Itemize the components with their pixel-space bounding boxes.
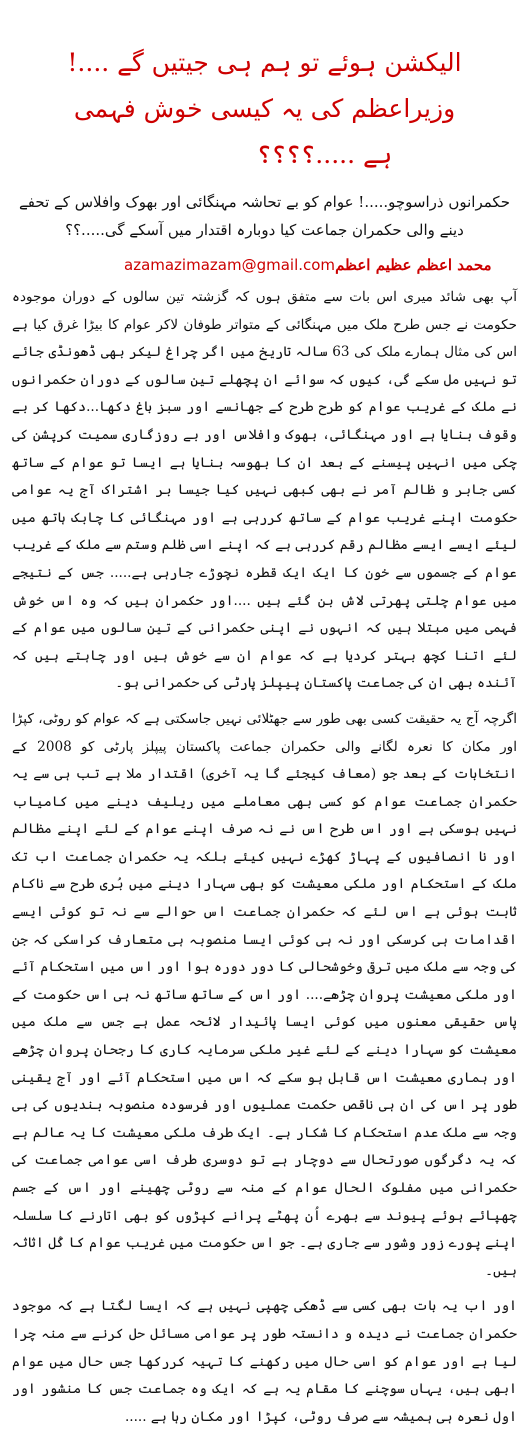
author-byline bbox=[12, 254, 517, 276]
article-paragraph: اگرچہ آج یہ حقیقت کسی بھی طور سے جھٹلائی نہیں جاسکتی ہے کہ عوام کو روٹی، کپڑا اور مکان کا نعرہ لگانے والی حکمران جماعت پاکستان پیپلز پارٹی کو 2008 کے انتخابات کے بعد جو (معاف کیجئے گا یہ آخری) اقتدار ملا ہے تب ہی سے یہ حکمران جماعت عوام کو کسی بھی معاملے میں ریلیف دینے میں کامیاب نہیں ہوسکی ہے اور اس طرح اس نے نہ صرف اپنے عوام کے لئے اپنے مظالم اور نا انصافیوں کے پہاڑ کھڑے نہیں کیئے بلکہ یہ حکمران جماعت اب تک ملک کے استحکام اور ملکی معیشت کو بھی سہارا دینے میں بُری طرح سے ناکام ثابت ہوئی ہے اس لئے کہ حکمران جماعت اس حوالے سے نہ تو کوئی ایسے اقدامات ہی کرسکی اور نہ ہی کوئی ایسا منصوبہ ہی متعارف کراسکی کہ جن کی وجہ سے ملک میں ترقی وخوشحالی کا دور دورہ ہوا اور اس میں استحکام آئے اور ملکی معیشت پروان چڑھے.... اور اس کے ساتھ ساتھ نہ ہی اس حکومت کے پاس حقیقی معنوں میں کوئی ایسا پائیدار لائحہ عمل ہے جس سے ملک میں معیشت کو سہارا دینے کے لئے غیر ملکی سرمایہ کاری کا رجحان پروان چڑھے اور ہماری معیشت اس قابل ہو سکے کہ اس میں استحکام آئے اور آج یقینی طور پر اس کی ان ہی ناقص حکمت عملیوں اور فرسودہ منصوبہ بندیوں کی ہی وجہ سے ملک عدم استحکام کا شکار ہے۔ ایک طرف ملکی معیشت کا یہ عالم ہے کہ یہ دگرگوں صورتحال سے دوچار ہے تو دوسری طرف اسی عوامی جماعت کی حکمرانی میں مفلوک الحال عوام کے منہ سے روٹی چھینے اور اس کے جسم چھپائے ہوئے پیوند سے بھرے اُن پھٹے پرانے کپڑوں کو بھی اتارنے کا سلسلہ اپنے پورے زور وشور سے جاری ہے۔ جو اس حکومت میں غریب عوام کا کُل اثاثہ ہیں۔ bbox=[12, 710, 517, 1279]
headline-line-2: ہے .....؟؟؟؟ bbox=[256, 140, 393, 169]
article-paragraph: آپ بھی شائد میری اس بات سے متفق ہوں کہ گزشتہ تین سالوں کے دوران موجودہ حکومت نے جس طرح ملک میں مہنگائی کے متواتر طوفان لاکر عوام کا بیڑا غرق کیا ہے اس کی مثال ہمارے ملک کی 63 سالہ تاریخ میں اگر چراغ لیکر بھی ڈھونڈی جائے تو نہیں مل سکے گی، کیوں کہ سوائے ان پچھلے تین سالوں کے دوران حکمرانوں نے ملک کے غریب عوام کو طرح طرح کے جھانسے اور سبز باغ دکھا...دکھا کر بے وقوف بنایا ہے اور مہنگائی، بھوک وافلاس اور بے روزگاری سمیت کرپشن کی چکی میں انہیں پیسنے کے بعد ان کا بھوسہ بنایا ہے ایسا تو عوام کے ساتھ کسی جابر و ظالم آمر نے بھی کبھی نہیں کیا جیسا بر اشتراک آج یہ عوامی حکومت اپنے غریب عوام کے ساتھ کررہی ہے اور مہنگائی کا چابک ہاتھ میں لیئے ایسے ایسے مظالم رقم کررہی ہے کہ اپنے اسی ظلم وستم سے ملک کے غریب عوام کے جسموں سے خون کا ایک ایک قطرہ نچوڑے جارہی ہے..... جس کے نتیجے میں عوام چلتی پھرتی لاش بن گئے ہیں ....اور حکمران ہیں کہ وہ اس خوش فہمی میں مبتلا ہیں کہ انہوں نے اپنی حکمرانی کے تین سالوں میں عوام کے لئے اتنا کچھ بہتر کردیا ہے کہ عوام ان سے خوش ہیں اور چاہتے ہیں کہ آئندہ بھی ان کی جماعت پاکستان پیپلز پارٹی کی حکمرانی ہو۔ bbox=[12, 289, 517, 692]
article-paragraph: اور اب یہ بات بھی کسی سے ڈھکی چھپی نہیں ہے کہ ایسا لگتا ہے کہ موجود حکمران جماعت نے دیدہ و دانستہ طور پر عوامی مسائل حل کرنے سے منہ چرا لیا ہے اور عوام کو اسی حال میں رکھنے کا تہیہ کررکھا جس حال میں عوام ابھی ہیں، یہاں سوچنے کا مقام یہ ہے کہ ایک وہ جماعت جس کا منشور اور اول نعرہ ہی ہمیشہ سے صرف روٹی، کپڑا اور مکان رہا ہے ..... bbox=[12, 1298, 517, 1425]
author-name: محمد اعظم عظیم اعظم bbox=[335, 256, 492, 274]
headline-line-1: الیکشن ہوئے تو ہم ہی جیتیں گے ....! وزیراعظم کی یہ کیسی خوش فہمی bbox=[67, 48, 462, 123]
article-headline bbox=[12, 40, 517, 178]
article-body bbox=[12, 284, 517, 1431]
author-email: azamazimazam@gmail.com bbox=[124, 256, 336, 274]
article-subheadline: حکمرانوں ذراسوچو.....! عوام کو بے تحاشہ مہنگائی اور بھوک وافلاس کے تحفے دینے والی حکمران جماعت کیا دوبارہ اقتدار میں آسکے گی.....؟؟ bbox=[19, 193, 510, 239]
